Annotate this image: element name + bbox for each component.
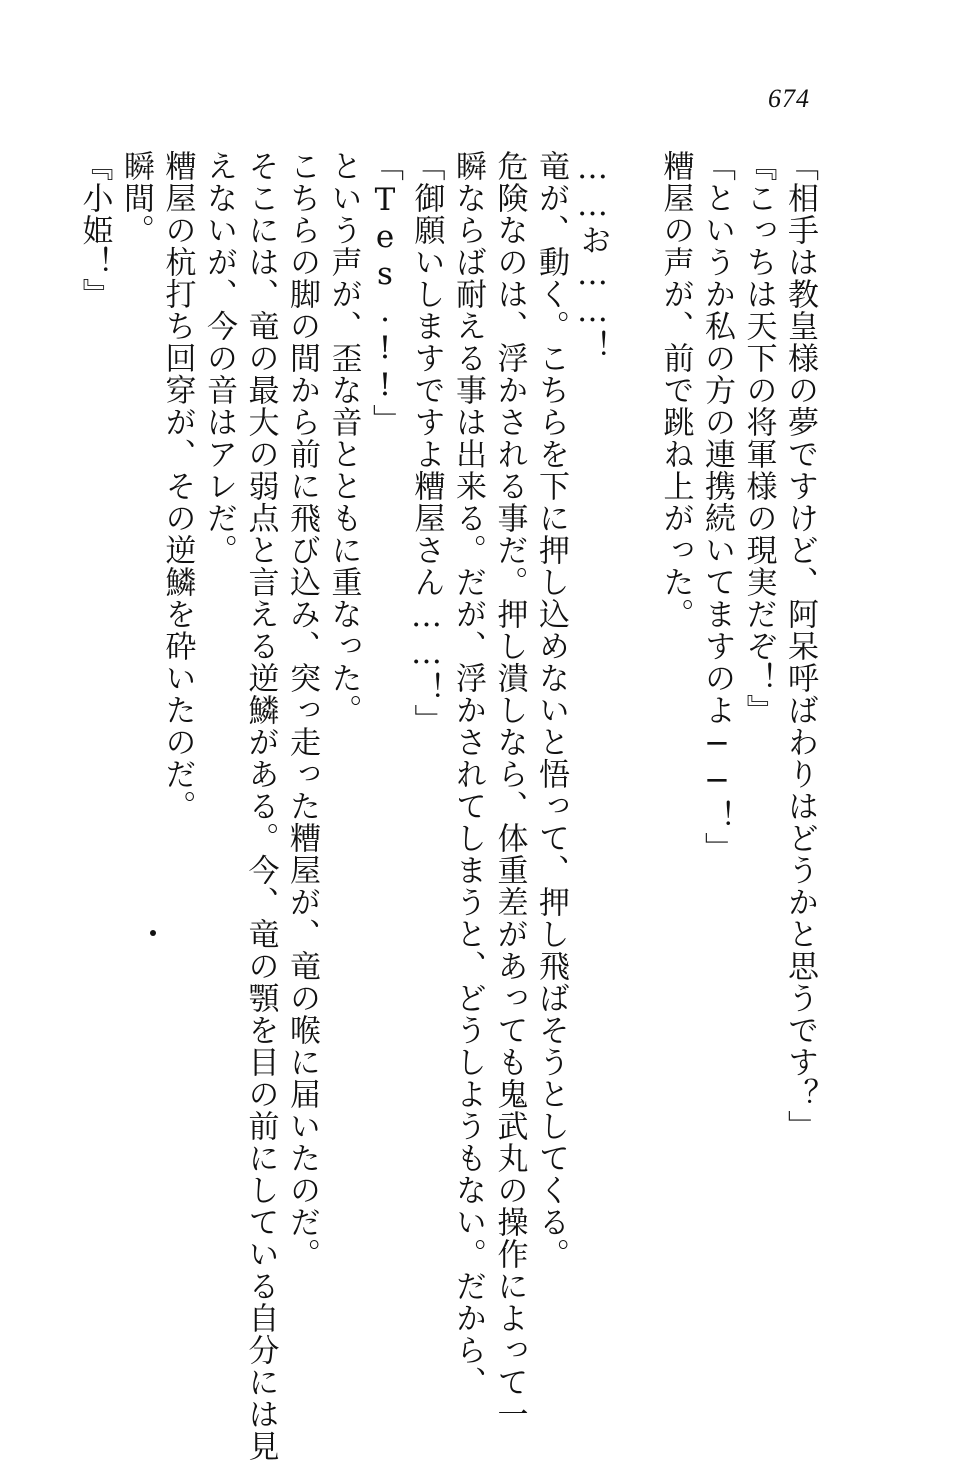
text-line: 「相手は教皇様の夢ですけど、阿呆呼ばわりはどうかと思うです？」 <box>782 150 818 1142</box>
text-line: 糟屋の声が、前で跳ね上がった。 <box>657 150 694 630</box>
text-line: 「というか私の方の連携続いてますのよ──！」 <box>699 150 735 864</box>
vertical-text-body <box>73 150 820 1462</box>
text-line: 『小姫！』 <box>76 150 113 310</box>
text-line: こちらの脚の間から前に飛び込み、突っ走った糟屋が、竜の喉に届いたのだ。 <box>284 150 320 1270</box>
blank-line <box>613 150 655 1280</box>
text-line: 瞬間。 <box>118 150 154 246</box>
text-line: 『こっちは天下の将軍様の現実だぞ！』 <box>740 150 777 726</box>
page-number: 674 <box>768 84 810 113</box>
text-line: 糟屋の杭打ち回穿が、その逆鱗を砕いたのだ。 <box>159 150 196 822</box>
text-line: そこには、竜の最大の弱点と言える逆鱗がある。今、竜の顎を目の前にしている自分には見 <box>242 150 279 1462</box>
text-line: 竜が、動く。こちらを下に押し込めないと悟って、押し飛ばそうとしてくる。 <box>533 150 569 1270</box>
text-line: 「Tes.!!」 <box>367 150 403 436</box>
text-line: ……お……！ <box>574 150 611 362</box>
text-line: 瞬ならば耐える事は出来る。だが、浮かされてしまうと、どうしようもない。だから、 <box>450 150 486 1398</box>
text-line: 「御願いしますですよ糟屋さん……！」 <box>408 150 445 736</box>
text-line: という声が、歪な音とともに重なった。 <box>325 150 362 726</box>
text-line: えないが、今の音はアレだ。 <box>201 150 237 566</box>
stray-mark <box>150 930 156 936</box>
text-line: 危険なのは、浮かされる事だ。押し潰しなら、体重差があっても鬼武丸の操作によって一 <box>491 150 528 1430</box>
